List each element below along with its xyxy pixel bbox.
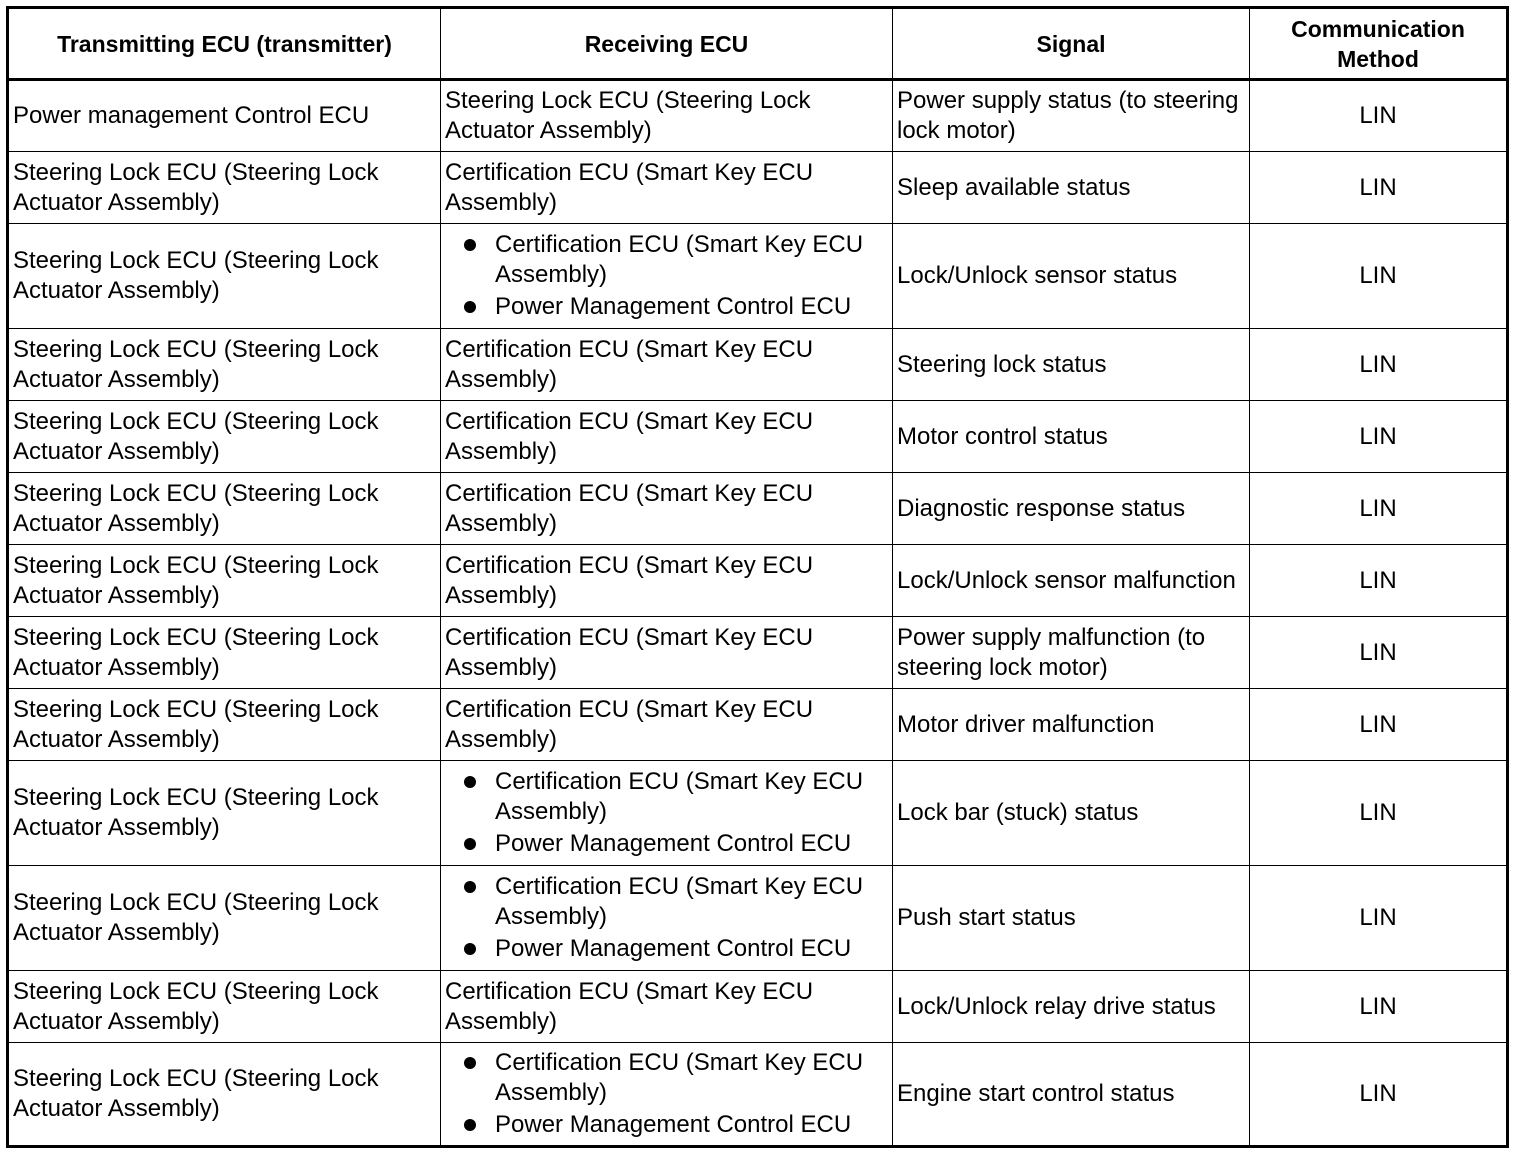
- communication-method-cell: LIN: [1250, 971, 1508, 1043]
- receiving-ecu-cell: Certification ECU (Smart Key ECU Assembly): [441, 971, 893, 1043]
- receiving-ecu-list-item: Certification ECU (Smart Key ECU Assembly): [445, 767, 888, 827]
- transmitting-ecu-cell: Power management Control ECU: [8, 80, 441, 152]
- receiving-ecu-list-item: Certification ECU (Smart Key ECU Assembly): [445, 872, 888, 932]
- signal-cell: Sleep available status: [893, 152, 1250, 224]
- table-row: [8, 617, 1508, 689]
- ecu-communication-table: [6, 6, 1509, 1148]
- signal-cell: Motor driver malfunction: [893, 689, 1250, 761]
- receiving-ecu-cell: [441, 866, 893, 971]
- receiving-ecu-list: [445, 767, 888, 859]
- communication-method-cell: LIN: [1250, 224, 1508, 329]
- transmitting-ecu-cell: Steering Lock ECU (Steering Lock Actuator Assembly): [8, 329, 441, 401]
- receiving-ecu-list-item: Power Management Control ECU: [445, 829, 888, 859]
- table-row: [8, 689, 1508, 761]
- transmitting-ecu-cell: Steering Lock ECU (Steering Lock Actuator Assembly): [8, 689, 441, 761]
- table-row: [8, 152, 1508, 224]
- table-row: [8, 1043, 1508, 1147]
- signal-cell: Motor control status: [893, 401, 1250, 473]
- signal-cell: Steering lock status: [893, 329, 1250, 401]
- header-communication-method: Communication Method: [1250, 8, 1508, 80]
- receiving-ecu-cell: Certification ECU (Smart Key ECU Assembly): [441, 545, 893, 617]
- transmitting-ecu-cell: Steering Lock ECU (Steering Lock Actuator Assembly): [8, 866, 441, 971]
- signal-cell: Lock/Unlock sensor status: [893, 224, 1250, 329]
- transmitting-ecu-cell: Steering Lock ECU (Steering Lock Actuator Assembly): [8, 1043, 441, 1147]
- receiving-ecu-list: [445, 1048, 888, 1140]
- communication-method-cell: LIN: [1250, 80, 1508, 152]
- table-row: [8, 473, 1508, 545]
- receiving-ecu-cell: [441, 1043, 893, 1147]
- table-row: [8, 545, 1508, 617]
- communication-method-cell: LIN: [1250, 689, 1508, 761]
- receiving-ecu-list: [445, 230, 888, 322]
- table-header: [8, 8, 1508, 80]
- header-row: [8, 8, 1508, 80]
- header-signal: Signal: [893, 8, 1250, 80]
- receiving-ecu-cell: Certification ECU (Smart Key ECU Assembly): [441, 689, 893, 761]
- transmitting-ecu-cell: Steering Lock ECU (Steering Lock Actuator Assembly): [8, 401, 441, 473]
- receiving-ecu-list: [445, 872, 888, 964]
- table-body: [8, 80, 1508, 1147]
- table-row: [8, 761, 1508, 866]
- receiving-ecu-cell: Certification ECU (Smart Key ECU Assembly): [441, 152, 893, 224]
- receiving-ecu-cell: Steering Lock ECU (Steering Lock Actuator Assembly): [441, 80, 893, 152]
- table-row: [8, 224, 1508, 329]
- table-row: [8, 866, 1508, 971]
- table-row: [8, 971, 1508, 1043]
- communication-method-cell: LIN: [1250, 473, 1508, 545]
- receiving-ecu-cell: Certification ECU (Smart Key ECU Assembly): [441, 473, 893, 545]
- transmitting-ecu-cell: Steering Lock ECU (Steering Lock Actuator Assembly): [8, 224, 441, 329]
- signal-cell: Lock bar (stuck) status: [893, 761, 1250, 866]
- receiving-ecu-cell: [441, 224, 893, 329]
- table-row: [8, 80, 1508, 152]
- receiving-ecu-list-item: Power Management Control ECU: [445, 1110, 888, 1140]
- communication-method-cell: LIN: [1250, 866, 1508, 971]
- transmitting-ecu-cell: Steering Lock ECU (Steering Lock Actuator Assembly): [8, 473, 441, 545]
- signal-cell: Engine start control status: [893, 1043, 1250, 1147]
- table-row: [8, 401, 1508, 473]
- transmitting-ecu-cell: Steering Lock ECU (Steering Lock Actuator Assembly): [8, 152, 441, 224]
- communication-method-cell: LIN: [1250, 329, 1508, 401]
- header-receiving-ecu: Receiving ECU: [441, 8, 893, 80]
- communication-method-cell: LIN: [1250, 545, 1508, 617]
- receiving-ecu-cell: Certification ECU (Smart Key ECU Assembly): [441, 329, 893, 401]
- header-transmitting-ecu: Transmitting ECU (transmitter): [8, 8, 441, 80]
- transmitting-ecu-cell: Steering Lock ECU (Steering Lock Actuator Assembly): [8, 971, 441, 1043]
- communication-method-cell: LIN: [1250, 401, 1508, 473]
- receiving-ecu-list-item: Power Management Control ECU: [445, 934, 888, 964]
- transmitting-ecu-cell: Steering Lock ECU (Steering Lock Actuator Assembly): [8, 761, 441, 866]
- transmitting-ecu-cell: Steering Lock ECU (Steering Lock Actuator Assembly): [8, 617, 441, 689]
- receiving-ecu-list-item: Certification ECU (Smart Key ECU Assembly): [445, 1048, 888, 1108]
- signal-cell: Power supply status (to steering lock motor): [893, 80, 1250, 152]
- signal-cell: Diagnostic response status: [893, 473, 1250, 545]
- signal-cell: Power supply malfunction (to steering lock motor): [893, 617, 1250, 689]
- receiving-ecu-cell: Certification ECU (Smart Key ECU Assembly): [441, 617, 893, 689]
- signal-cell: Lock/Unlock sensor malfunction: [893, 545, 1250, 617]
- table-row: [8, 329, 1508, 401]
- receiving-ecu-cell: [441, 761, 893, 866]
- communication-method-cell: LIN: [1250, 152, 1508, 224]
- receiving-ecu-cell: Certification ECU (Smart Key ECU Assembly): [441, 401, 893, 473]
- receiving-ecu-list-item: Certification ECU (Smart Key ECU Assembly): [445, 230, 888, 290]
- signal-cell: Push start status: [893, 866, 1250, 971]
- communication-method-cell: LIN: [1250, 1043, 1508, 1147]
- communication-method-cell: LIN: [1250, 761, 1508, 866]
- receiving-ecu-list-item: Power Management Control ECU: [445, 292, 888, 322]
- signal-cell: Lock/Unlock relay drive status: [893, 971, 1250, 1043]
- transmitting-ecu-cell: Steering Lock ECU (Steering Lock Actuator Assembly): [8, 545, 441, 617]
- communication-method-cell: LIN: [1250, 617, 1508, 689]
